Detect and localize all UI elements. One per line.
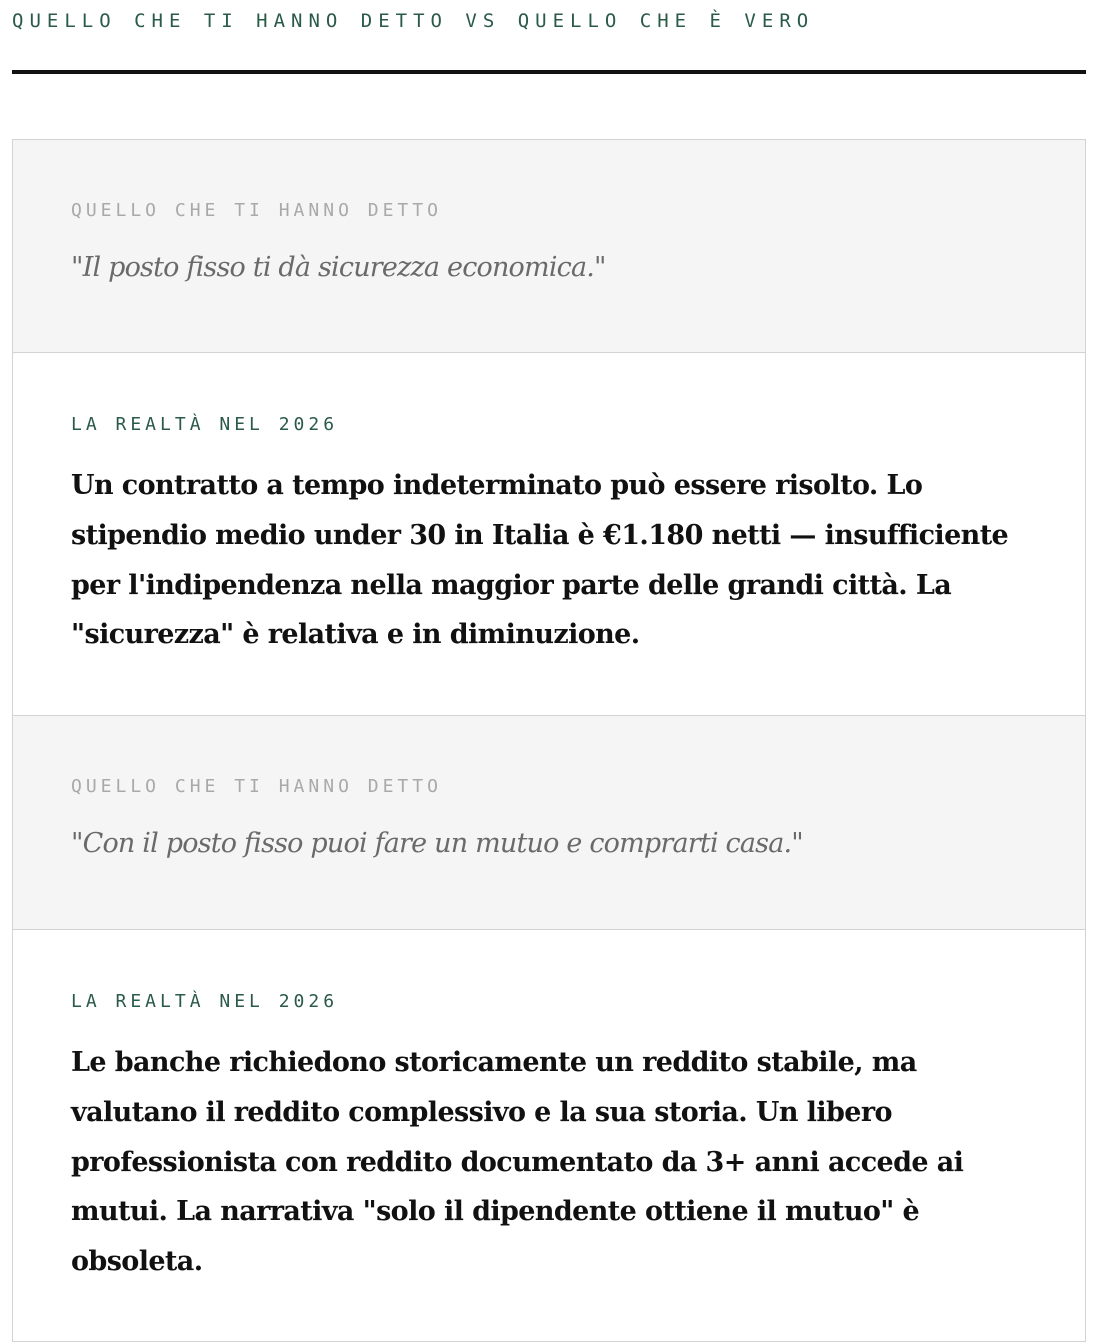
section-title: QUELLO CHE TI HANNO DETTO VS QUELLO CHE È VERO (12, 10, 815, 32)
myth-quote: "Con il posto fisso puoi fare un mutuo e comprarti casa." (71, 828, 803, 859)
myth-label: QUELLO CHE TI HANNO DETTO (71, 200, 442, 221)
reality-card-2 (12, 929, 1086, 1342)
header-divider (12, 70, 1086, 74)
myth-quote: "Il posto fisso ti dà sicurezza economica." (71, 252, 606, 283)
reality-text: Un contratto a tempo indeterminato può essere risolto. Lo stipendio medio under 30 in Italia è €1.180 netti — insufficiente per l'indipendenza nella maggior parte delle grandi città. La "sicurezza" è relativa e in diminuzione. (71, 470, 1009, 651)
myth-card-1 (12, 139, 1086, 353)
myth-card-2 (12, 715, 1086, 930)
reality-card-1 (12, 352, 1086, 716)
reality-label: LA REALTÀ NEL 2026 (71, 991, 339, 1012)
reality-text: Le banche richiedono storicamente un reddito stabile, ma valutano il reddito complessivo e la sua storia. Un libero professionista con reddito documentato da 3+ anni accede ai mutui. La narrativa "solo il dipendente ottiene il mutuo" è obsoleta. (71, 1047, 964, 1278)
myth-label: QUELLO CHE TI HANNO DETTO (71, 776, 442, 797)
reality-label: LA REALTÀ NEL 2026 (71, 414, 339, 435)
